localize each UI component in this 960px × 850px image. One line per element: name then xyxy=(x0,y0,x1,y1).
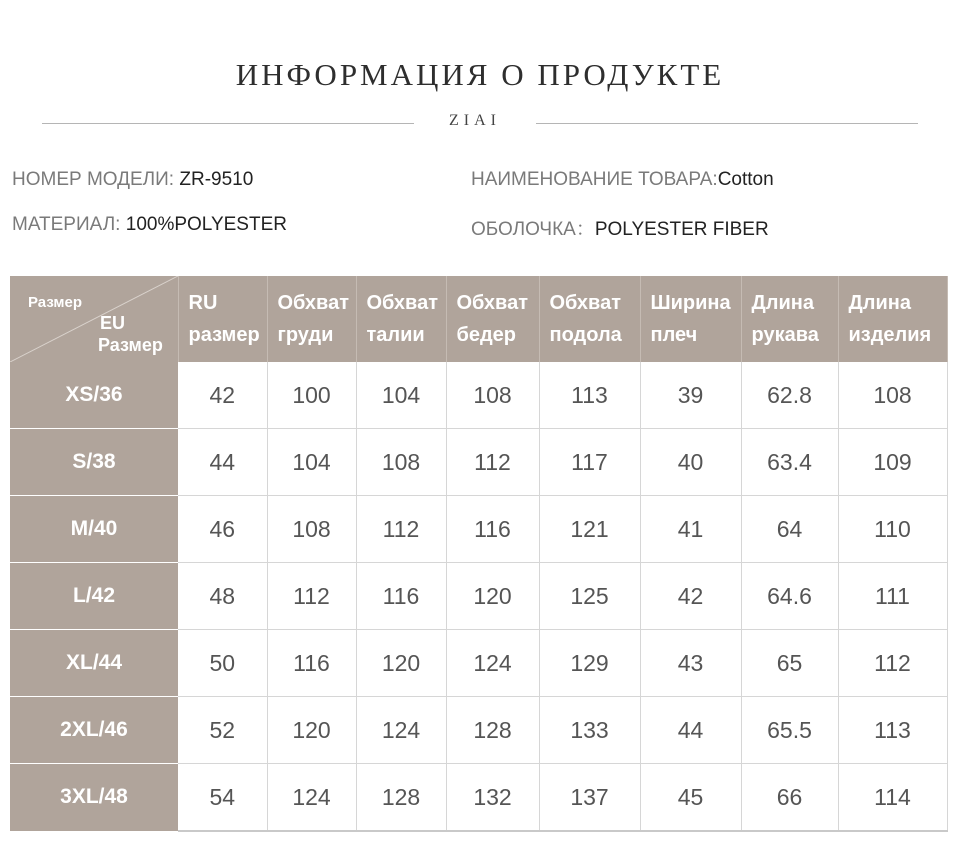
material xyxy=(12,214,287,236)
column-header-line1: Длина xyxy=(751,292,814,314)
table-cell: 104 xyxy=(356,362,446,429)
table-cell: 66 xyxy=(741,764,838,832)
product-name-value: Cotton xyxy=(717,169,774,190)
row-size-label: 2XL/46 xyxy=(10,697,178,764)
row-size-label: 3XL/48 xyxy=(10,764,178,832)
table-cell: 65.5 xyxy=(741,697,838,764)
table-row xyxy=(10,496,947,563)
divider-line-left xyxy=(42,123,414,124)
table-cell: 111 xyxy=(838,563,947,630)
table-cell: 120 xyxy=(267,697,356,764)
column-header-line2: бедер xyxy=(456,324,517,346)
table-cell: 108 xyxy=(446,362,539,429)
table-cell: 104 xyxy=(267,429,356,496)
column-header xyxy=(741,276,838,362)
table-cell: 124 xyxy=(446,630,539,697)
page-title: ИНФОРМАЦИЯ О ПРОДУКТЕ xyxy=(235,57,725,92)
table-cell: 63.4 xyxy=(741,429,838,496)
table-row xyxy=(10,563,947,630)
table-cell: 44 xyxy=(178,429,267,496)
table-cell: 112 xyxy=(446,429,539,496)
column-header xyxy=(356,276,446,362)
table-cell: 108 xyxy=(838,362,947,429)
column-header-line2: талии xyxy=(366,324,425,346)
table-cell: 65 xyxy=(741,630,838,697)
column-header xyxy=(267,276,356,362)
corner-label-size: Размер xyxy=(28,294,83,311)
table-cell: 39 xyxy=(640,362,741,429)
product-name-label: НАИМЕНОВАНИЕ ТОВАРА: xyxy=(471,169,718,190)
table-cell: 128 xyxy=(446,697,539,764)
table-cell: 113 xyxy=(539,362,640,429)
row-size-label: L/42 xyxy=(10,563,178,630)
table-cell: 113 xyxy=(838,697,947,764)
table-row xyxy=(10,764,947,832)
table-cell: 42 xyxy=(178,362,267,429)
table-cell: 42 xyxy=(640,563,741,630)
shell xyxy=(471,214,769,241)
column-header-line1: Длина xyxy=(848,292,911,314)
column-header-line1: Обхват xyxy=(456,292,528,314)
table-cell: 41 xyxy=(640,496,741,563)
shell-label: ОБОЛОЧКА： xyxy=(471,219,595,240)
column-header-line1: Ширина xyxy=(650,292,731,314)
table-cell: 108 xyxy=(356,429,446,496)
column-header-line2: плеч xyxy=(650,324,698,346)
table-cell: 124 xyxy=(356,697,446,764)
table-body xyxy=(10,362,947,831)
table-cell: 62.8 xyxy=(741,362,838,429)
table-cell: 110 xyxy=(838,496,947,563)
table-cell: 128 xyxy=(356,764,446,832)
column-header-line2: размер xyxy=(188,324,260,346)
table-cell: 116 xyxy=(356,563,446,630)
table-cell: 120 xyxy=(356,630,446,697)
table-cell: 43 xyxy=(640,630,741,697)
column-header-line1: Обхват xyxy=(549,292,621,314)
row-size-label: XS/36 xyxy=(10,362,178,429)
table-cell: 50 xyxy=(178,630,267,697)
row-size-label: XL/44 xyxy=(10,630,178,697)
table-header-row xyxy=(10,276,947,362)
table-cell: 129 xyxy=(539,630,640,697)
material-value: 100%POLYESTER xyxy=(125,214,287,235)
row-size-label: S/38 xyxy=(10,429,178,496)
table-cell: 64 xyxy=(741,496,838,563)
column-header-line1: Обхват xyxy=(366,292,438,314)
divider-line-right xyxy=(536,123,918,124)
model-number-value: ZR-9510 xyxy=(179,169,254,190)
column-header xyxy=(838,276,947,362)
table-cell: 46 xyxy=(178,496,267,563)
table-cell: 114 xyxy=(838,764,947,832)
corner-eu-line1: EU xyxy=(100,313,126,333)
model-number xyxy=(12,169,253,191)
table-row xyxy=(10,630,947,697)
table-cell: 54 xyxy=(178,764,267,832)
column-header-line2: подола xyxy=(549,324,622,346)
corner-label-eu-size xyxy=(98,312,163,356)
table-cell: 44 xyxy=(640,697,741,764)
table-cell: 137 xyxy=(539,764,640,832)
column-header-line1: RU xyxy=(188,292,218,314)
brand-divider xyxy=(42,110,918,138)
column-header xyxy=(446,276,539,362)
table-cell: 48 xyxy=(178,563,267,630)
column-header xyxy=(640,276,741,362)
table-cell: 121 xyxy=(539,496,640,563)
table-cell: 132 xyxy=(446,764,539,832)
table-cell: 112 xyxy=(356,496,446,563)
shell-value: POLYESTER FIBER xyxy=(594,219,769,240)
table-cell: 100 xyxy=(267,362,356,429)
brand-name: ZIAI xyxy=(449,112,501,129)
table-cell: 112 xyxy=(838,630,947,697)
table-cell: 108 xyxy=(267,496,356,563)
table-corner-cell xyxy=(10,276,178,362)
size-chart-table xyxy=(10,276,948,832)
column-header-line1: Обхват xyxy=(277,292,349,314)
table-cell: 64.6 xyxy=(741,563,838,630)
table-cell: 120 xyxy=(446,563,539,630)
model-number-label: НОМЕР МОДЕЛИ: xyxy=(12,169,175,190)
column-header-line2: груди xyxy=(277,324,334,346)
table-cell: 109 xyxy=(838,429,947,496)
table-cell: 133 xyxy=(539,697,640,764)
table-row xyxy=(10,429,947,496)
corner-eu-line2: Размер xyxy=(98,335,163,355)
table-cell: 45 xyxy=(640,764,741,832)
row-size-label: M/40 xyxy=(10,496,178,563)
table-cell: 125 xyxy=(539,563,640,630)
column-header-line2: изделия xyxy=(848,324,932,346)
table-cell: 124 xyxy=(267,764,356,832)
column-header-line2: рукава xyxy=(751,324,819,346)
material-label: МАТЕРИАЛ: xyxy=(12,214,121,235)
table-cell: 112 xyxy=(267,563,356,630)
table-cell: 116 xyxy=(267,630,356,697)
table-row xyxy=(10,362,947,429)
column-header xyxy=(178,276,267,362)
column-header xyxy=(539,276,640,362)
table-cell: 116 xyxy=(446,496,539,563)
table-cell: 52 xyxy=(178,697,267,764)
table-cell: 40 xyxy=(640,429,741,496)
table-row xyxy=(10,697,947,764)
product-name xyxy=(471,169,774,191)
table-cell: 117 xyxy=(539,429,640,496)
